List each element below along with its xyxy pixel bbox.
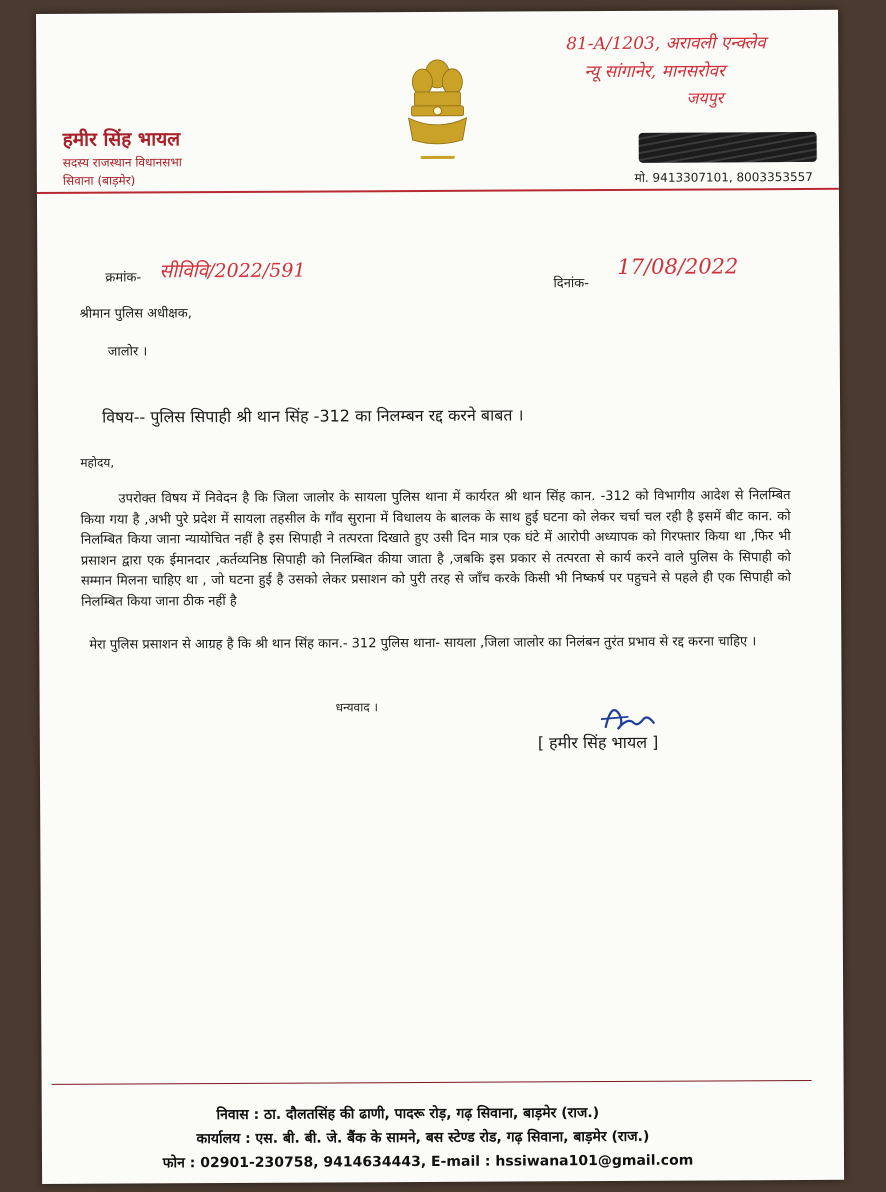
letterhead-mobile: मो. 9413307101, 8003353557 — [634, 169, 813, 185]
footer-residence: निवास : ठा. दौलतसिंह की ढाणी, पादरू रोड़, गढ़ सिवाना, बाड़मेर (राज.) — [216, 1105, 600, 1124]
letterhead-divider — [37, 188, 839, 194]
letter-page — [36, 10, 844, 1184]
salutation: महोदय, — [80, 455, 115, 470]
dinank-value: 17/08/2022 — [617, 254, 739, 279]
footer-contact: फोन : 02901-230758, 9414634443, E-mail : hssiwana101@gmail.com — [162, 1152, 694, 1172]
closing-thanks: धन्यवाद । — [335, 700, 379, 715]
body-paragraph-1: उपरोक्त विषय में निवेदन है कि जिला जालोर के सायला पुलिस थाना में कार्यरत श्री थान सिंह कान. -312 को विभागीय आदेश से निलम्बित किया गया है ,अभी पुरे प्रदेश में सायला तहसील के गाँव सुराना में विधालय के बालक के साथ हुई घटना को लेकर चर्चा चल रही है इसमें बीट कान. को निलम्बित किया जाना न्यायोचित नहीं है इस सिपाही ने तत्परता दिखाते हुए उसी दिन मात्र एक घंटे में आरोपी अध्यापक को गिरफ्तार किया था ,फिर भी प्रसाशन द्वारा एक ईमानदार ,कर्तव्यनिष्ठ सिपाही को निलम्बित कीया जाता है ,जबकि इस प्रकार से तत्परता से कार्य करने वाले पुलिस के सिपाही को सम्मान मिलना चाहिए था , जो घटना हुई है उसको लेकर प्रसाशन को पुरी तरह से जाँच करके किसी भी निष्कर्ष पर पहुचने से पहले ही एक सिपाही को निलम्बित किया जाना ठीक नहीं है — [80, 488, 792, 610]
state-emblem-icon — [402, 52, 473, 172]
handwritten-address-line2: न्यू सांगानेर, मानसरोवर — [584, 61, 725, 83]
redacted-block — [639, 132, 817, 163]
addressee-line1: श्रीमान पुलिस अधीक्षक, — [79, 306, 192, 322]
letterhead-designation: सदस्य राजस्थान विधानसभा — [62, 155, 182, 170]
kramank-label: क्रमांक- — [105, 270, 142, 286]
footer-office: कार्यालय : एस. बी. बी. जे. बैंक के सामने, बस स्टेण्ड रोड, गढ़ सिवाना, बाड़मेर (राज.) — [196, 1128, 650, 1148]
letterhead-place: सिवाना (बाड़मेर) — [62, 173, 136, 188]
letterhead-name: हमीर सिंह भायल — [62, 128, 181, 151]
subject-line: विषय-- पुलिस सिपाही श्री थान सिंह -312 का निलम्बन रद्द करने बाबत । — [102, 405, 524, 427]
handwritten-address-line3: जयपुर — [686, 88, 724, 108]
body-paragraph-2: मेरा पुलिस प्रसाशन से आग्रह है कि श्री थान सिंह कान.- 312 पुलिस थाना- सायला ,जिला जालोर का निलंबन तुरंत प्रभाव से रद्द करना चाहिए । — [89, 634, 757, 653]
addressee-line2: जालोर । — [107, 344, 148, 360]
signatory-name: [ हमीर सिंह भायल ] — [537, 732, 659, 753]
kramank-value: सीविवि/2022/591 — [159, 259, 306, 283]
footer-divider — [52, 1080, 812, 1085]
dinank-label: दिनांक- — [553, 276, 589, 292]
handwritten-address-line1: 81-A/1203, अरावली एन्क्लेव — [566, 33, 766, 55]
